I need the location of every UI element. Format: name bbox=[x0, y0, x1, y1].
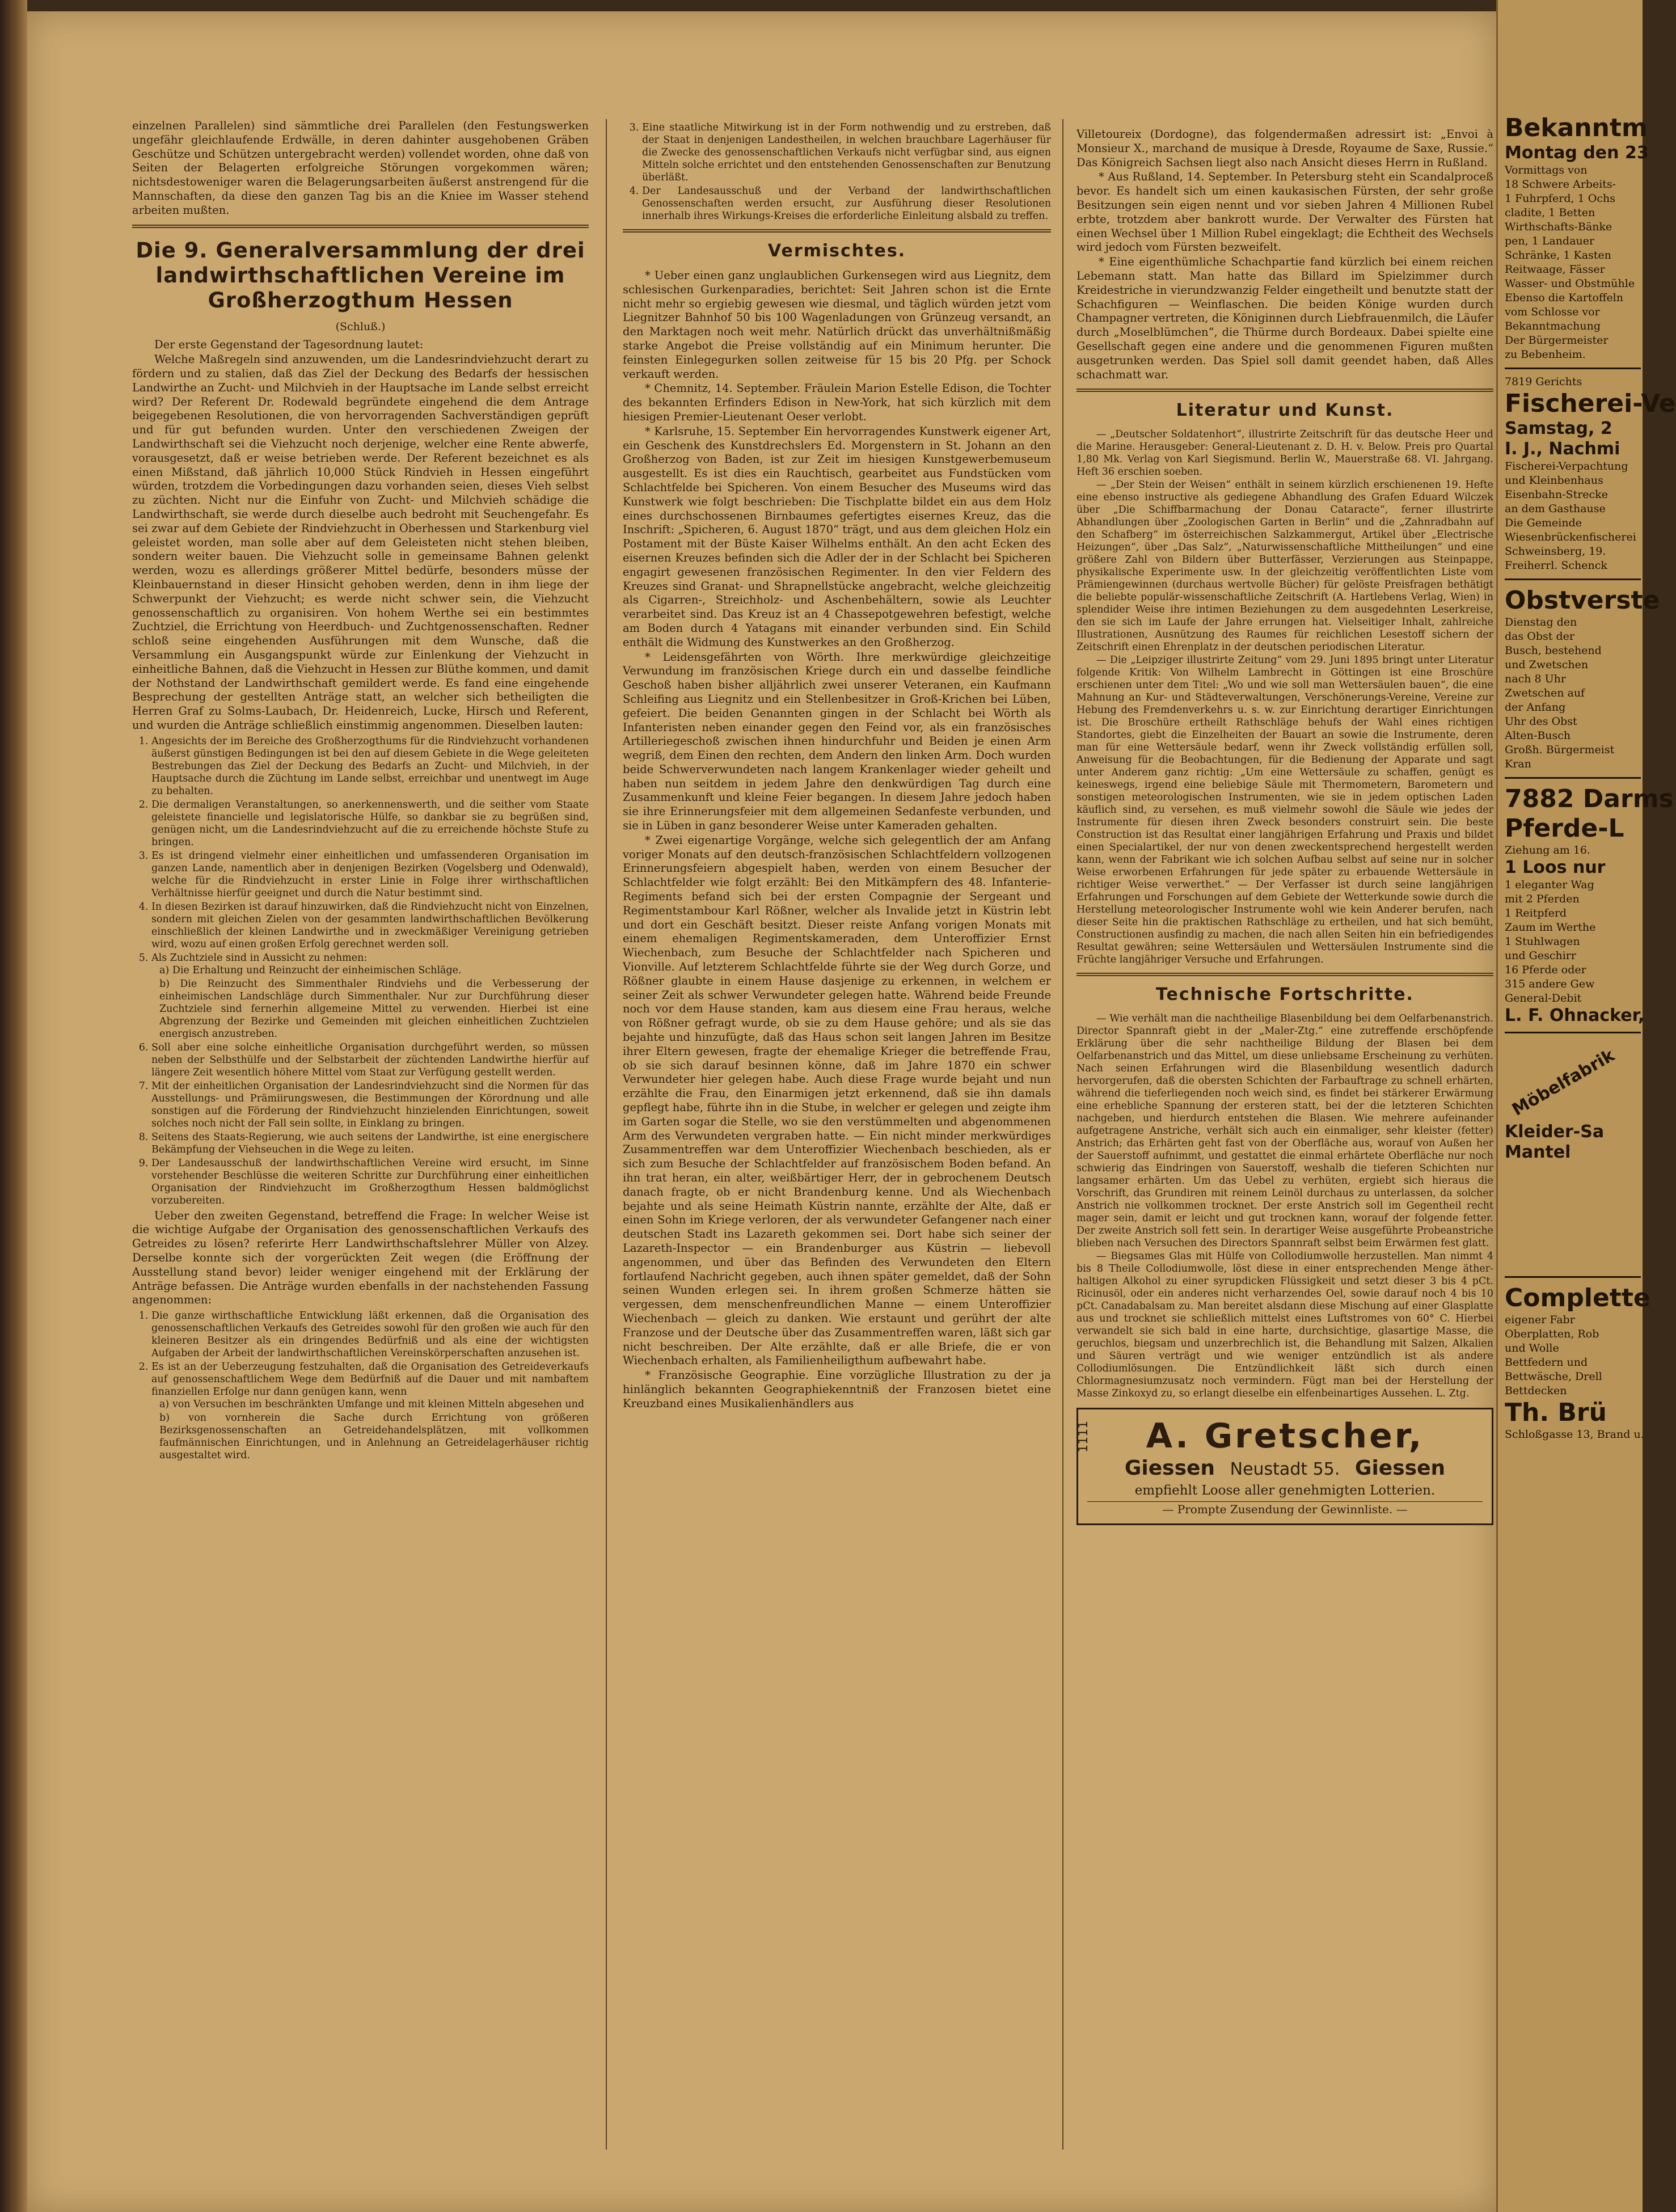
list-item bbox=[151, 952, 589, 1040]
column-2 bbox=[623, 119, 1051, 1412]
ad-line: Montag den 23 bbox=[1505, 143, 1649, 163]
ad-line: 7819 Gerichts bbox=[1505, 375, 1582, 388]
ad-line: Bekanntmachung bbox=[1505, 320, 1601, 332]
ad-line: Ebenso die Kartoffeln bbox=[1505, 292, 1623, 304]
list-item: 8. Seitens des Staats-Regierung, wie auch seitens der Landwirthe, ist eine energischere Bekämpfung der Viehseuchen in die Wege zu leiten. bbox=[151, 1131, 589, 1156]
section-heading-vermischtes: Vermischtes. bbox=[767, 241, 906, 261]
ad-line: Schränke, 1 Kasten bbox=[1505, 249, 1611, 261]
ad-line: 315 andere Gew bbox=[1505, 978, 1595, 990]
ad-city-right: Giessen bbox=[1354, 1457, 1446, 1480]
ad-heading: Pferde-L bbox=[1505, 814, 1624, 843]
sub-list bbox=[151, 1398, 589, 1462]
ad-line: 1 Loos nur bbox=[1505, 858, 1606, 877]
ad-line: an dem Gasthause bbox=[1505, 503, 1606, 515]
article-heading: Die 9. Generalversammlung der drei landwirthschaftlichen Vereine im Großherzogthum Hessen bbox=[136, 238, 585, 313]
ad-divider bbox=[1505, 1032, 1641, 1033]
ad-line: General-Debit bbox=[1505, 992, 1582, 1004]
adjacent-page bbox=[1496, 0, 1676, 2212]
advertisement-gretscher bbox=[1076, 1408, 1493, 1525]
ad-line: pen, 1 Landauer bbox=[1505, 235, 1595, 247]
list-item bbox=[151, 1361, 589, 1462]
news-item: * Ueber einen ganz unglaublichen Gurkensegen wird aus Liegnitz, dem schlesischen Gurkenparadies, berichtet: Seit Jahren schon ist die Ernte nicht mehr so ergiebig gewesen wie diesmal, und täglich würden jetzt vom Liegnitzer Bahnhof 50 bis 100 Wagenladungen von Grünzeug versandt, an den Marktagen noch weit mehr. Natürlich drückt das unverhältnißmäßig starke Angebot die Preise vollständig auf ein Minimum herunter. Die feinsten Einlegegurken sollen zeitweise für 15 bis 20 Pfg. per Schock verkauft werden. bbox=[623, 269, 1051, 381]
ad-heading: Complette bbox=[1505, 1284, 1650, 1312]
tech-item: — Wie verhält man die nachtheilige Blasenbildung bei dem Oelfarbenanstrich. Director Spannraft giebt in der „Maler-Ztg.“ eine zutreffende erschöpfende Erklärung über die sehr nachtheilige Bildung der Blasen bei dem Oelfarbenanstrich und das Mittel, um diese unliebsame Erscheinung zu verhüten. Nach seinen Erfahrungen wird die Blasenbildung wesentlich dadurch hervorgerufen, daß die obersten Schichten der Farbauftrage zu schnell erhärten, während die tieferliegenden noch weich sind, es findet bei stärkerer Erwärmung eine erhebliche Spannung der ersteren statt, bei der die letzteren Schichten nachgeben, und hierdurch entstehen die Blasen. Wie mehrere aufeinander aufgetragene Anstriche, verhält sich auch ein einmaliger, sehr kleister (fetter) Anstrich; das Erhärten geht fast von der Oberfläche aus, worauf von Außen her der Sauerstoff aufnimmt, und gestattet die einmal erhärtete Oberfläche nur noch schwierig das Eindringen von Sauerstoff, weshalb die tieferen Schichten nur langsamer erhärten. Um das Uebel zu verhüten, ergiebt sich hieraus die Vorschrift, das Grundiren mit reinem Leinöl durchaus zu unterlassen, da solcher Anstrich nie vollkommen trocknet. Der erste Anstrich soll im Gegentheil recht mager sein, damit er leicht und gut trocknen kann, worauf der folgende fetter. Der zweite Anstrich soll fett sein. In derartiger Weise ausgeführte Probeanstriche blieben nach Versuchen des Directors Spannraft selbst beim Erwärmen fest glatt. bbox=[1076, 1013, 1493, 1249]
section-heading-technik: Technische Fortschritte. bbox=[1156, 985, 1414, 1005]
literature-item: — „Der Stein der Weisen“ enthält in seinem kürzlich erschienenen 19. Hefte eine ebenso instructive als gediegene Abhandlung des Grafen Eduard Wilczek über „Die Schiffbarmachung der Donau Cataracte“, ferner illustrirte Abhandlungen über „Zoologischen Garten in Berlin“ und die „Zahnradbahn auf den Schafberg“ im österreichischen Salzkammergut, Artikel über „Electrische Heizungen“, über „Das Salz“, „Naturwissenschaftliche Mittheilungen“ und eine größere Zahl von Bildern über Butterfässer, Verzierungen aus Steinpappe, physikalische Experimente usw. In der gleichzeitig veröffentlichten Liste vom Prämiengewinnen (durchaus wertvolle Bücher) für gelöste Preisfragen bethätigt die beliebte populär-wissenschaftliche Zeitschrift (A. Hartlebens Verlag, Wien) in splendider Weise ihre intimen Beziehungen zu dem ausgedehnten Leserkreise, den sie sich im Laufe der Jahre errungen hat. Vielseitiger Inhalt, zahlreiche Illustrationen, Ausnützung des Raumes für reichlichen Lesestoff sichern der Zeitschrift einen Ehrenplatz in der deutschen periodischen Literatur. bbox=[1076, 479, 1493, 653]
ad-line: Bettwäsche, Drell bbox=[1505, 1370, 1602, 1383]
ad-divider bbox=[1505, 1276, 1641, 1278]
ad-line: eigener Fabr bbox=[1505, 1314, 1575, 1326]
page-binding bbox=[0, 0, 27, 2212]
ad-line: Fischerei-Verpachtung bbox=[1505, 460, 1628, 472]
ad-line: Wirthschafts-Bänke bbox=[1505, 221, 1612, 233]
ad-heading: Th. Brü bbox=[1505, 1398, 1607, 1427]
ad-line: Freiherrl. Schenck bbox=[1505, 559, 1607, 572]
article-paragraph: Ueber den zweiten Gegenstand, betreffend die Frage: In welcher Weise ist die wichtige Aufgabe der Organisation des genossenschaftlichen Verkaufs des Getreides zu lösen? referirte Herr Landwirthschaftslehrer Müller von Alzey. Derselbe konnte sich der vorgerückten Zeit wegen (die Eröffnung der Ausstellung stand bevor) leider weniger eingehend mit der Erklärung der Anträge befassen. Die Anträge wurden ebenfalls in der nachstehenden Fassung angenommen: bbox=[132, 1209, 589, 1307]
ad-line: 1 Reitpferd bbox=[1505, 907, 1567, 919]
ad-line: Reitwaage, Fässer bbox=[1505, 263, 1605, 276]
news-item: * Eine eigenthümliche Schachpartie fand kürzlich bei einem reichen Lebemann statt. Man hatte das Billard im Spielzimmer durch Kreidestriche in vierundzwanzig Felder eingetheilt und benutzte statt der Schachfiguren — Weinflaschen. Die beiden Könige wurden durch Champagner vertreten, die Königinnen durch Liebfrauenmilch, die Läufer durch „Moselblümchen“, die Thürme durch Bordeaux. Dabei spielte eine Gesellschaft gegen eine andere und die genommenen Figuren mußten ausgetrunken werden. Das Spiel soll damit geendet haben, daß Alles schachmatt war. bbox=[1076, 255, 1493, 381]
ad-line: Ziehung am 16. bbox=[1505, 844, 1591, 856]
sub-list-item: b) von vornherein die Sache durch Errichtung von größeren Bezirksgenossenschaften an Getreidehandelsplätzen, mit vollkommen faufmännischen Einrichtungen, und in Anlehnung an Getreidelagerhäuser richtig ausgestaltet wird. bbox=[159, 1412, 589, 1462]
news-item: Villetoureix (Dordogne), das folgendermaßen adressirt ist: „Envoi à Monsieur X., marchand de musique à Dresde, Royaume de Saxe, Russie.“ Das Königreich Sachsen liegt also nach Ansicht dieses Herrn in Rußland. bbox=[1076, 128, 1493, 169]
sub-list-item: a) von Versuchen im beschränkten Umfange und mit kleinen Mitteln abgesehen und bbox=[159, 1399, 585, 1411]
ad-line: Wiesenbrückenfischerei bbox=[1505, 531, 1636, 543]
ad-address-line bbox=[1087, 1456, 1483, 1482]
sub-list bbox=[151, 964, 589, 1040]
section-divider bbox=[1076, 389, 1493, 392]
news-item: * Leidensgefährten von Wörth. Ihre merkwürdige gleichzeitige Verwundung im französischen Kriege durch ein und dasselbe feindliche Geschoß haben bisher alljährlich zwei unserer Veteranen, ein Kaufmann Schleifing aus Liegnitz und ein Stellenbesitzer in Groß-Krichen bei Lüben, gefeiert. Die beiden Genannten gingen in der Schlacht bei Wörth als Infanteristen neben einander gegen den Feind vor, als ein französisches Artilleriegeschoß zwischen ihnen hindurchfuhr und Beiden je einen Arm wegriß, dem Einen den rechten, dem Andern den linken Arm. Doch wurden beide Schwerverwundeten nach langem Krankenlager wieder geheilt und haben nun seitdem in jedem Jahre den denkwürdigen Tag durch eine Zusammenkunft und kleine Feier begangen. In diesem Jahre jedoch haben sie ihre Erinnerungsfeier mit dem allgemeinen Sedanfeste verbunden, und sie in Lüben in ganz besonderer Weise unter Kameraden gehalten. bbox=[623, 650, 1051, 833]
ad-line: Schloßgasse 13, Brand u. bbox=[1505, 1428, 1644, 1441]
list-item-text: Als Zuchtziele sind in Aussicht zu nehmen: bbox=[151, 952, 368, 964]
ad-address: Neustadt 55. bbox=[1230, 1459, 1340, 1480]
ad-line: und Kleinbenhaus bbox=[1505, 474, 1603, 487]
ad-line: 1 Stuhlwagen bbox=[1505, 935, 1580, 948]
list-item: 2. Die dermaligen Veranstaltungen, so anerkennenswerth, und die seither vom Staate geleistete financielle und legislatorische Hülfe, so dankbar sie zu begrüßen sind, genügen nicht, um die Landesrindviehzucht auf die zu erreichende höchste Stufe zu bringen. bbox=[151, 799, 589, 849]
ad-line: Uhr des Obst bbox=[1505, 715, 1577, 728]
ad-line: Kleider-Sa bbox=[1505, 1122, 1605, 1142]
list-item: 7. Mit der einheitlichen Organisation der Landesrindviehzucht sind die Normen für das Ausstellungs- und Prämiirungswesen, die Bestimmungen der Körordnung und alle sonstigen auf die Förderung der Rindviehzucht hinzielenden Einrichtungen, soweit solches noch nicht der Fall sein sollte, in Einklang zu bringen. bbox=[151, 1080, 589, 1130]
ad-line: der Anfang bbox=[1505, 701, 1566, 714]
tech-item: — Biegsames Glas mit Hülfe von Collodiumwolle herzustellen. Man nimmt 4 bis 8 Theile Collodiumwolle, löst diese in einer entsprechenden Menge äther-haltigen Alkohol zu einer syrupdicken Flüssigkeit und setzt dieser 3 bis 4 pCt. Ricinusöl, oder ein anderes nicht verharzendes Oel, sowie darauf noch 4 bis 10 pCt. Canadabalsam zu. Man bereitet alsdann diese Mischung auf einer Glasplatte aus und trocknet sie schließlich mittelst eines Luftstromes von 60° C. Hierbei verwandelt sie sich bald in eine harte, durchsichtige, glasartige Masse, die geruchlos, biegsam und unzerbrechlich ist, die Behandlung mit Salzen, Alkalien und Säuren verträgt und wie weniger entzündlich ist als andere Collodiumlösungen. Die Entzündlichkeit läßt sich durch einen Chlormagnesiumzusatz noch vermindern. Fügt man bei der Herstellung der Masse Zinkoxyd zu, so erlangt dieselbe ein elfenbeinartiges Aussehen. L. Ztg. bbox=[1076, 1251, 1493, 1400]
ad-line: Die Gemeinde bbox=[1505, 517, 1582, 529]
sub-list-item: b) Die Reinzucht des Simmenthaler Rindviehs und die Verbesserung der einheimischen Landschläge durch Simmenthaler. Nur zur Durchführung dieser Zuchtziele sind fernerhin allgemeine Mittel zu verwenden. Hierbei ist eine Abgrenzung der Bezirke und Gemeinden mit gleichen einheitlichen Zuchtzielen energisch anzustreben. bbox=[159, 978, 589, 1040]
list-item: 6. Soll aber eine solche einheitliche Organisation durchgeführt werden, so müssen neben der Selbsthülfe und der Selbstarbeit der züchtenden Landwirthe hierfür auf längere Zeit wesentlich höhere Mittel vom Staat zur Verfügung gestellt werden. bbox=[151, 1041, 589, 1079]
ad-company-name: A. Gretscher, bbox=[1146, 1416, 1424, 1457]
ad-number: 1111 bbox=[1076, 1421, 1091, 1453]
ad-line: nach 8 Uhr bbox=[1505, 673, 1566, 685]
ad-line: cladite, 1 Betten bbox=[1505, 206, 1595, 219]
newspaper-page bbox=[27, 11, 1496, 2212]
list-item-text: Es ist an der Ueberzeugung festzuhalten, daß die Organisation des Getreideverkaufs auf genossenschaftlichem Wege dem Bedürfniß auf die Dauer und mit nambaftem finanziellen Erfolge nur dann genügen kann, wenn bbox=[151, 1361, 589, 1398]
ad-line: Kran bbox=[1505, 758, 1531, 770]
ad-heading: Obstverste bbox=[1505, 586, 1660, 615]
ad-note: — Prompte Zusendung der Gewinnliste. — bbox=[1087, 1501, 1483, 1517]
list-item: 4. In diesen Bezirken ist darauf hinzuwirken, daß die Rindviehzucht nicht von Einzelnen, sondern mit gleichen Zielen von der gesammten landwirthschaftlichen Bevölkerung einschließlich der kleinen Landwirthe und in zweckmäßiger Vereinigung getrieben wird, wozu auf einen großen Erfolg gerechnet werden soll. bbox=[151, 901, 589, 951]
ad-line: Bettfedern und bbox=[1505, 1356, 1588, 1369]
ad-line: Bettdecken bbox=[1505, 1384, 1567, 1397]
ad-line: Samstag, 2 bbox=[1505, 419, 1612, 438]
ad-line: mit 2 Pferden bbox=[1505, 893, 1580, 905]
ad-heading: Bekanntm bbox=[1505, 113, 1648, 142]
news-item: * Chemnitz, 14. September. Fräulein Marion Estelle Edison, die Tochter des bekannten Erfinders Edison in New-York, hat sich kürzlich mit dem hiesigen Premier-Lieutenant Oeser verlobt. bbox=[623, 382, 1051, 423]
ad-line: zu Bebenheim. bbox=[1505, 348, 1586, 361]
ad-line: 1 Fuhrpferd, 1 Ochs bbox=[1505, 192, 1615, 205]
literature-item: — Die „Leipziger illustrirte Zeitung“ vom 29. Juni 1895 bringt unter Literatur folgende Kritik: Von Wilhelm Lambrecht in Göttingen ist eine Broschüre erschienen unter dem Titel: „Wo und wie soll man Wettersäulen bauen“, die eine Mahnung an Kur- und Städteverwaltungen, Verschönerungs-Vereine, Vereine zur Hebung des Fremdenverkehrs u. s. w. zur Einrichtung derartiger Einrichtungen ist. Die Broschüre ertheilt Rathschläge behufs der Wahl eines richtigen Standortes, giebt die Einzelheiten der Bauart an sowie die Instrumente, deren man für eine Wettersäule bedarf, wenn ihr Zweck vollständig erfüllen soll, Anweisung für die Beobachtungen, für die Bedienung der Apparate und sagt unter Anderem ganz richtig: „Um eine Wettersäule zu schaffen, genügt es keineswegs, irgend eine beliebige Säule mit Thermometern, Barometern und sonstigen meteorologischen Instrumenten, wie sie in jedem optischen Laden käuflich sind, zu versehen, es muß vielmehr sowohl die Säule wie jedes der Instrumente für diesen ihren Zweck besonders construirt sein. Die beste Construction ist das Resultat einer langjährigen Erfahrung und Praxis und bildet einen Specialartikel, der nur von denen zweckentsprechend hergestellt werden kann, wenn der Fabrikant wie ich solchen Aufbau selbst auf seine nur in solcher Weise erworbenen Erfahrungen für jede später zu erbauende Wettersäule in richtiger Weise verwerthet.“ — Der Verfasser ist durch seine langjährigen Erfahrungen und Forschungen auf dem Gebiete der Wetterkunde sowie durch die Herstellung meteorologischer Instrumente wohl wie kein Anderer berufen, nach dieser Seite hin die praktischen Rathschläge zu ertheilen, und hat sich bemüht, Constructionen ausfindig zu machen, die nach allen Seiten hin ein befriedigendes Resultat gewähren; seine Wettersäulen und Wettersäulen Instrumente sind die Früchte langjähriger Versuche und Erfahrungen. bbox=[1076, 655, 1493, 966]
ad-line: Schweinsberg, 19. bbox=[1505, 545, 1606, 558]
news-item: * Aus Rußland, 14. September. In Petersburg steht ein Scandalproceß bevor. Es handelt sich um einen kaukasischen Fürsten, der sehr große Besitzungen sein eigen nennt und vor sieben Jahren 4 Millionen Rubel erbte, trotzdem aber bankrott wurde. Der Verwalter des Fürsten hat einen Wechsel über 1 Million Rubel eingeklagt; die Echtheit des Wechsels wird jedoch vom Fürsten bezweifelt. bbox=[1076, 170, 1493, 254]
section-divider bbox=[1076, 973, 1493, 976]
ad-line: Wasser- und Obstmühle bbox=[1505, 277, 1635, 290]
ad-line: Oberplatten, Rob bbox=[1505, 1328, 1599, 1340]
ad-line: 1 eleganter Wag bbox=[1505, 879, 1594, 891]
ad-line: Dienstag den bbox=[1505, 616, 1577, 628]
ad-line: 16 Pferde oder bbox=[1505, 964, 1586, 976]
column-rule bbox=[606, 119, 607, 2150]
ad-line: Großh. Bürgermeist bbox=[1505, 744, 1615, 756]
sub-list-item: a) Die Erhaltung und Reinzucht der einheimischen Schläge. bbox=[159, 964, 462, 976]
ad-line: und Wolle bbox=[1505, 1342, 1559, 1354]
section-heading-literatur: Literatur und Kunst. bbox=[1176, 400, 1394, 421]
ad-divider bbox=[1505, 579, 1641, 580]
ad-line: Zaum im Werthe bbox=[1505, 921, 1596, 934]
ad-divider bbox=[1505, 777, 1641, 779]
ad-line: Mantel bbox=[1505, 1142, 1571, 1162]
list-item: 1. Angesichts der im Bereiche des Großherzogthums für die Rindviehzucht vorhandenen äußerst günstigen Bedingungen ist bei den auf diesem Gebiete in die Wege geleiteten Bestrebungen das Ziel der Deckung des Bedarfs an Zucht- und Milchvieh, in der Hauptsache durch die Züchtung im Lande selbst, erreichbar und unentwegt im Auge zu behalten. bbox=[151, 735, 589, 797]
news-item: * Französische Geographie. Eine vorzügliche Illustration zu der ja hinlänglich bekannten Geographiekenntniß der Franzosen bietet eine Kreuzband eines Musikalienhändlers aus bbox=[623, 1369, 1051, 1410]
column-3 bbox=[1076, 128, 1493, 1525]
column-1 bbox=[132, 119, 589, 1464]
ad-heading: Möbelfabrik bbox=[1509, 1045, 1618, 1120]
ad-line: das Obst der bbox=[1505, 630, 1574, 643]
adjacent-page-text bbox=[1505, 113, 1676, 1442]
section-divider bbox=[623, 229, 1051, 233]
ad-heading: 7882 Darms bbox=[1505, 784, 1674, 813]
ad-line: Busch, bestehend bbox=[1505, 644, 1602, 657]
resolution-list bbox=[132, 735, 589, 1207]
column-rule bbox=[1062, 119, 1063, 2150]
ad-divider bbox=[1505, 368, 1641, 369]
ad-offer: empfiehlt Loose aller genehmigten Lotterien. bbox=[1134, 1483, 1436, 1498]
list-item: 3. Eine staatliche Mitwirkung ist in der Form nothwendig und zu erstreben, daß der Staat in denjenigen Landestheilen, in welchen brauchbare Lagerhäuser für die Zwecke des genossenschaftlichen Verkaufs nicht verfügbar sind, aus eignen Mitteln solche errichtet und den entstehenden Genossenschaften zur Benutzung überläßt. bbox=[642, 121, 1051, 184]
ad-line: und Zwetschen bbox=[1505, 658, 1589, 671]
article-paragraph: Welche Maßregeln sind anzuwenden, um die Landesrindviehzucht derart zu fördern und zu stalien, daß das Ziel der Deckung des Bedarfs der hessischen Landwirthe an Zucht- und Milchvieh in der Hauptsache im Lande selbst erreicht wird? Der Referent Dr. Rodewald begründete eingehend die dem Antrage beigegebenen Resolutionen, die von hervorragenden Sachverständigen geprüft und für gut befunden wurden. Unter den verschiedenen Zweigen der Landwirthschaft sei die Viehzucht noch derjenige, welcher eine Rente abwerfe, vorausgesetzt, daß er weise betrieben werde. Der Referent bezeichnet es als einen Mißstand, daß jährlich 10,000 Stück Rindvieh in Hessen eingeführt würden, trotzdem die Vorbedingungen dazu vorhanden seien, dieses Vieh selbst zu züchten. Nicht nur die Einfuhr von Zucht- und Milchvieh schädige die Landwirthschaft, sie werde durch dieselbe auch bedroht mit Seuchengefahr. Es sei zwar auf dem Gebiete der Rindviehzucht in Oberhessen und Starkenburg viel geleistet worden, man solle aber auf dem Geleisteten nicht stehen bleiben, sondern weiter bauen. Die Viehzucht solle in gemeinsame Bahnen gelenkt werden, wozu es allerdings größerer Mittel bedürfe, besonders müsse der Kleinbauernstand in dieser Hinsicht gehoben werden, denn in ihm liege der Schwerpunkt der Viehzucht; es werde nicht schwer sein, die Viehzucht genossenschaftlich zu organisiren. Von hohem Werthe sei ein bestimmtes Zuchtziel, die Errichtung von Heerdbuch- und Zuchtgenossenschaften. Redner schloß seine eingehenden Ausführungen mit dem Wunsche, daß die Versammlung ein Ausgangspunkt würde zur Einlenkung der Viehzucht in einheitliche Bahnen, daß die Viehzucht in Hessen zur Blüthe kommen, und damit der Nothstand der Landwirthschaft gemildert werde. Es fand eine eingehende Besprechung der gestellten Anträge statt, an welcher sich betheiligten die Herren Graf zu Solms-Laubach, Dr. Heidenreich, Lucke, Hirsch und Referent, und wurden die Anträge schließlich einstimmig angenommen. Dieselben lauten: bbox=[132, 353, 589, 732]
news-item: * Karlsruhe, 15. September Ein hervorragendes Kunstwerk eigener Art, ein Geschenk des Kunstdrechslers Ed. Morgenstern in St. Johann an den Großherzog von Baden, ist zur Zeit im hiesigen Kunstgewerbemuseum ausgestellt. Es ist dies ein Rauchtisch, gearbeitet aus Fundstücken vom Schlachtfelde bei Spicheren. Von einem Besucher des Museums wird das Kunstwerk wie folgt beschrieben: Die Tischplatte bildet ein aus dem Holz eines durchschossenen Birnbaumes gefertigtes eisernes Kreuz, das die Inschrift: „Spicheren, 6. August 1870“ trägt, und aus dem gleichen Holz ein Postament mit der Büste Kaiser Wilhelms enthält. An den acht Ecken des eisernen Kreuzes befinden sich die Adler der in der Schlacht bei Spicheren engagirt gewesenen französischen Regimenter. In den vier Feldern des Kreuzes sind Granat- und Shrapnellstücke angebracht, welche gleichzeitig als Cigarren-, Streichholz- und Aschenbehältern, sowie als Leuchter verarbeitet sind. Das Kreuz ist an 4 Chassepotgewehren befestigt, welche am Boden durch 4 Yatagans mit einander verbunden sind. Ein Schild enthält die Widmung des Kunstwerkes an den Großherzog. bbox=[623, 424, 1051, 649]
ad-line: und Geschirr bbox=[1505, 949, 1576, 962]
article-subheading: (Schluß.) bbox=[335, 320, 386, 333]
list-item: 1. Die ganze wirthschaftliche Entwicklung läßt erkennen, daß die Organisation des genossenschaftlichen Verkaufs des Getreides sowohl für den großen wie auch für den kleineren Besitzer als ein dringendes Bedürfniß und als eine der wichtigsten Aufgaben der Arbeit der landwirthschaftlichen Vereinskörperschaften anzusehen ist. bbox=[151, 1310, 589, 1360]
resolution-list-2 bbox=[132, 1310, 589, 1462]
list-item: 9. Der Landesausschuß der landwirthschaftlichen Vereine wird ersucht, im Sinne vorstehender Beschlüsse die weiteren Schritte zur Durchführung einer einheitlichen Organisation der Rindviehzucht im Großherzogthum Hessen baldmöglichst vorzubereiten. bbox=[151, 1157, 589, 1207]
list-item: 3. Es ist dringend vielmehr einer einheitlichen und umfassenderen Organisation im ganzen Lande, namentlich aber in denjenigen Bezirken (Vogelsberg und Odenwald), welche für die Rindviehzucht in erster Linie in Folge ihrer wirthschaftlichen Verhältnisse hierfür geeignet und durch die Natur bestimmt sind. bbox=[151, 850, 589, 900]
news-item: * Zwei eigenartige Vorgänge, welche sich gelegentlich der am Anfang voriger Monats auf den deutsch-französischen Schlachtfeldern vollzogenen Erinnerungsfeiern abgespielt haben, werden von einem Besucher der Schlachtfelder wie folgt erzählt: Bei den Mitkämpfern des 48. Infanterie-Regiments befand sich bei der ersten Compagnie der Sergeant und Regimentstambour Karl Rößner, welcher als Invalide jetzt in Küstrin lebt und dort ein Geschäft besitzt. Dieser reiste Anfang vorigen Monats mit einem ehemaligen Regimentskameraden, dem Unteroffizier Ernst Wiechenbach, zum Besuche der Schlachtfelder nach Spicheren und Vionville. Auf letzterem Schlachtfelde führte sie der Weg durch Gorze, und Rößner glaubte in einem Hause dasjenige zu erkennen, in welchem er seiner Zeit als schwer Verwundeter gelegen hatte. Während beide Freunde noch vor dem Hause standen, kam aus diesem eine Frau heraus, welche von Rößner gefragt wurde, ob sie zu dem Hause gehöre; und als sie das bejahte und hinzufügte, daß das Haus schon seit langen Jahren im Besitze ihrer Eltern gewesen, fragte der ehemalige Krieger die betreffende Frau, ob sie sich darauf besinnen könne, daß im Jahre 1870 ein schwer Verwundeter hier gelegen habe. Auch diese Frage wurde bejaht und nun erzählte die Frau, den Einarmigen jetzt erkennend, daß sie ihn damals gepflegt habe, führte ihn in die Stube, in welcher er gelegen und zeigte ihm im Garten sogar die Stelle, wo sie den verstümmelten und abgenommenen Arm des Verwundeten vergraben hatte. — Ein nicht minder merkwürdiges Zusammentreffen war dem Unteroffizier Wiechenbach beschieden, als er sich zum Besuche der Schlachtfelder auf französischem Boden befand. An ihn trat heran, ein alter, weißbärtiger Herr, der in gebrochenem Deutsch danach fragte, ob er nicht Brandenburg kenne. Und als Wiechenbach bejahte und als seine Heimath Küstrin nannte, erzählte der Alte, daß er einen Sohn im Kriege verloren, der als verwundeter Gefangener nach einer deutschen Stadt ins Lazareth gekommen sei. Dort habe sich seiner der Lazareth-Inspector — ein Brandenburger aus Küstrin — liebevoll angenommen, und über das Befinden des Verwundeten den Eltern fortlaufend Nachricht gegeben, auch ihnen später gemeldet, daß der Sohn seinen Wunden erlegen sei. In ihrem großen Schmerze hätten sie vergessen, dem menschenfreundlichen Manne — einem Unteroffizier Wiechenbach — gleich zu danken. Wie erstaunt und gerührt der alte Franzose und der Deutsche über das Zusammentreffen waren, läßt sich gar nicht beschreiben. Der Alte erzählte, daß er alle Briefe, die er von Wiechenbach erhalten, als Familienheiligthum aufbewahrt habe. bbox=[623, 833, 1051, 1367]
ad-line: 18 Schwere Arbeits- bbox=[1505, 178, 1616, 191]
ad-line: Vormittags von bbox=[1505, 164, 1588, 176]
ad-line: Zwetschen auf bbox=[1505, 687, 1585, 699]
ad-line: I. J., Nachmi bbox=[1505, 439, 1620, 459]
intro-paragraph: einzelnen Parallelen) sind sämmtliche drei Parallelen (den Festungswerken ungefähr gleichlaufende Erdwälle, in deren dahinter ausgehobenen Gräben Geschütze und Schützen untergebracht werden) vollendet worden, ohne daß von Seiten der Belagerten erfolgreiche Störungen vorgekommen wären; nichtsdestoweniger waren die Belagerungsarbeiten äußerst anstrengend für die Mannschaften, da diese den ganzen Tag bis an die Kniee im Wasser stehend arbeiten mußten. bbox=[132, 119, 589, 217]
article-paragraph: Der erste Gegenstand der Tagesordnung lautet: bbox=[154, 338, 424, 352]
ad-line: L. F. Ohnacker, bbox=[1505, 1006, 1645, 1025]
ad-line: Eisenbahn-Strecke bbox=[1505, 488, 1608, 501]
resolution-list-continued bbox=[623, 121, 1051, 222]
ad-line: vom Schlosse vor bbox=[1505, 306, 1600, 318]
list-item: 4. Der Landesausschuß und der Verband der landwirthschaftlichen Genossenschaften werden ersucht, zur Ausführung dieser Resolutionen innerhalb ihres Wirkungs-Kreises die erforderliche Einleitung alsbald zu treffen. bbox=[642, 185, 1051, 222]
ad-city-left: Giessen bbox=[1124, 1457, 1215, 1480]
section-divider bbox=[132, 225, 589, 228]
literature-item: — „Deutscher Soldatenhort“, illustrirte Zeitschrift für das deutsche Heer und die Marine. Herausgeber: General-Lieutenant z. D. H. v. Below. Preis pro Quartal 1,80 Mk. Verlag von Karl Siegismund. Berlin W., Mauerstraße 68. VI. Jahrgang. Heft 36 erschien soeben. bbox=[1076, 429, 1493, 478]
ad-line: Alten-Busch bbox=[1505, 729, 1571, 742]
ad-line: Der Bürgermeister bbox=[1505, 334, 1609, 347]
ad-heading: Fischerei-Ve bbox=[1505, 389, 1676, 418]
